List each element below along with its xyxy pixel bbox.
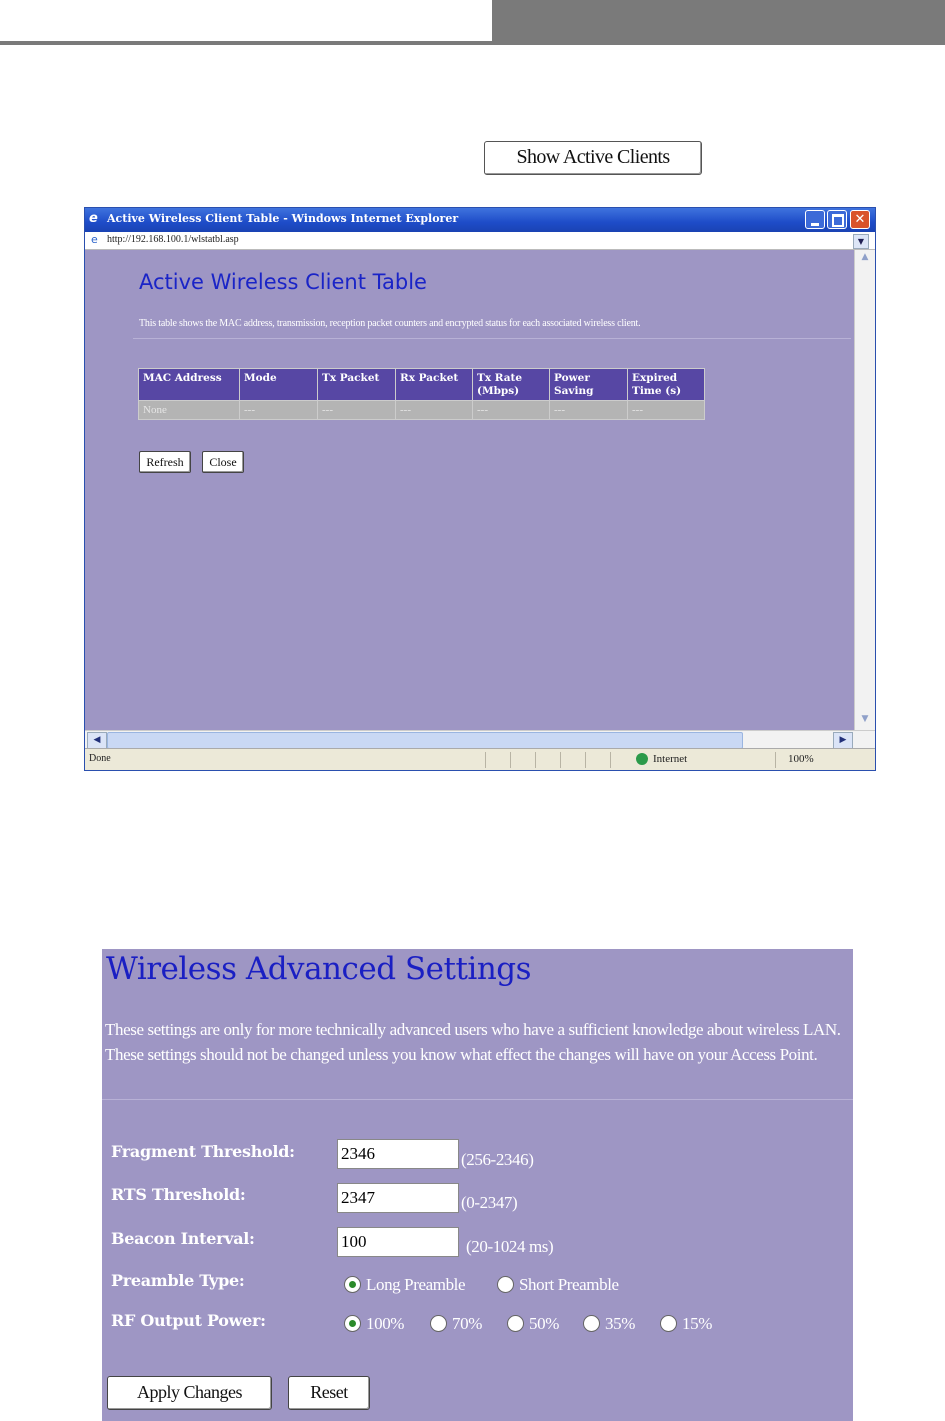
reset-button[interactable]: Reset bbox=[288, 1376, 370, 1410]
horizontal-scrollbar[interactable] bbox=[85, 730, 875, 749]
rts-threshold-label: RTS Threshold: bbox=[111, 1185, 246, 1204]
divider bbox=[102, 1099, 853, 1100]
short-preamble-label[interactable]: Short Preamble bbox=[519, 1275, 619, 1294]
table-cell: --- bbox=[318, 401, 396, 420]
page-title: Active Wireless Client Table bbox=[139, 270, 427, 294]
column-header: Rx Packet bbox=[396, 369, 473, 401]
rts-threshold-input[interactable] bbox=[337, 1183, 459, 1213]
scroll-right-icon[interactable]: ▶ bbox=[833, 732, 853, 749]
status-divider bbox=[535, 752, 536, 768]
vertical-scrollbar[interactable] bbox=[854, 250, 876, 730]
rf-power-35-label[interactable]: 35% bbox=[605, 1314, 635, 1333]
divider bbox=[133, 338, 851, 339]
minimize-icon[interactable] bbox=[805, 210, 825, 229]
column-header: Expired Time (s) bbox=[628, 369, 705, 401]
column-header: Tx Rate (Mbps) bbox=[473, 369, 550, 401]
beacon-interval-range: (20-1024 ms) bbox=[466, 1237, 554, 1256]
address-bar[interactable] bbox=[85, 232, 875, 250]
status-text: Done bbox=[89, 753, 111, 764]
wireless-advanced-settings-panel bbox=[102, 949, 853, 1421]
table-header-row bbox=[139, 369, 705, 401]
preamble-type-label: Preamble Type: bbox=[111, 1271, 245, 1290]
address-url[interactable]: http://192.168.100.1/wlstatbl.asp bbox=[107, 234, 239, 245]
apply-changes-button[interactable]: Apply Changes bbox=[107, 1376, 272, 1410]
show-active-clients-button[interactable]: Show Active Clients bbox=[484, 141, 702, 175]
status-divider bbox=[775, 752, 776, 768]
rf-power-70-label[interactable]: 70% bbox=[452, 1314, 482, 1333]
table-cell: --- bbox=[550, 401, 628, 420]
ie-window bbox=[84, 207, 876, 771]
column-header: MAC Address bbox=[139, 369, 240, 401]
panel-description: These settings are only for more technically advanced users who have a sufficient knowledge about wireless LAN. These settings should not be changed unless you know what effect the changes will have on your Access Point. bbox=[105, 1020, 841, 1064]
scroll-down-icon[interactable]: ▼ bbox=[861, 714, 869, 724]
column-header: Tx Packet bbox=[318, 369, 396, 401]
scroll-thumb[interactable] bbox=[107, 732, 743, 749]
column-header: Mode bbox=[240, 369, 318, 401]
panel-title: Wireless Advanced Settings bbox=[106, 951, 532, 987]
table-cell: --- bbox=[628, 401, 705, 420]
long-preamble-label[interactable]: Long Preamble bbox=[366, 1275, 466, 1294]
fragment-threshold-label: Fragment Threshold: bbox=[111, 1142, 295, 1161]
status-divider bbox=[485, 752, 486, 768]
page-header-block bbox=[492, 0, 945, 45]
close-button[interactable]: Close bbox=[202, 451, 244, 473]
scroll-left-icon[interactable]: ◀ bbox=[87, 732, 107, 749]
table-cell: --- bbox=[396, 401, 473, 420]
zoom-level[interactable]: 100% bbox=[788, 753, 814, 765]
rf-power-15-label[interactable]: 15% bbox=[682, 1314, 712, 1333]
page-header-line bbox=[0, 41, 492, 45]
status-divider bbox=[560, 752, 561, 768]
rf-output-power-label: RF Output Power: bbox=[111, 1311, 266, 1330]
rf-power-35-radio[interactable] bbox=[583, 1315, 600, 1332]
ie-window-title: Active Wireless Client Table - Windows Internet Explorer bbox=[107, 212, 459, 225]
chevron-down-icon[interactable]: ▼ bbox=[853, 234, 869, 249]
page-description: This table shows the MAC address, transmission, reception packet counters and encrypted status for each associated wireless client. bbox=[139, 318, 641, 329]
rf-power-70-radio[interactable] bbox=[430, 1315, 447, 1332]
close-icon[interactable]: ✕ bbox=[850, 210, 870, 229]
client-table bbox=[138, 368, 705, 420]
status-divider bbox=[510, 752, 511, 768]
table-cell: --- bbox=[473, 401, 550, 420]
status-bar bbox=[85, 748, 875, 771]
table-cell: None bbox=[139, 401, 240, 420]
status-divider bbox=[585, 752, 586, 768]
rf-power-100-radio[interactable] bbox=[344, 1315, 361, 1332]
security-zone: Internet bbox=[653, 753, 688, 765]
fragment-threshold-input[interactable] bbox=[337, 1139, 459, 1169]
column-header: Power Saving bbox=[550, 369, 628, 401]
rts-threshold-range: (0-2347) bbox=[461, 1193, 518, 1212]
maximize-icon[interactable] bbox=[827, 210, 847, 229]
fragment-threshold-range: (256-2346) bbox=[461, 1150, 534, 1169]
rf-power-50-radio[interactable] bbox=[507, 1315, 524, 1332]
ie-title-bar[interactable] bbox=[85, 208, 875, 232]
rf-power-15-radio[interactable] bbox=[660, 1315, 677, 1332]
table-cell: --- bbox=[240, 401, 318, 420]
beacon-interval-label: Beacon Interval: bbox=[111, 1229, 255, 1248]
rf-power-50-label[interactable]: 50% bbox=[529, 1314, 559, 1333]
refresh-button[interactable]: Refresh bbox=[139, 451, 191, 473]
beacon-interval-input[interactable] bbox=[337, 1227, 459, 1257]
long-preamble-radio[interactable] bbox=[344, 1276, 361, 1293]
page-icon: e bbox=[91, 233, 98, 246]
short-preamble-radio[interactable] bbox=[497, 1276, 514, 1293]
rf-power-100-label[interactable]: 100% bbox=[366, 1314, 405, 1333]
ie-logo-icon: e bbox=[89, 211, 98, 226]
status-divider bbox=[610, 752, 611, 768]
table-row bbox=[139, 401, 705, 420]
scroll-up-icon[interactable]: ▲ bbox=[861, 252, 869, 262]
globe-icon bbox=[636, 753, 648, 765]
